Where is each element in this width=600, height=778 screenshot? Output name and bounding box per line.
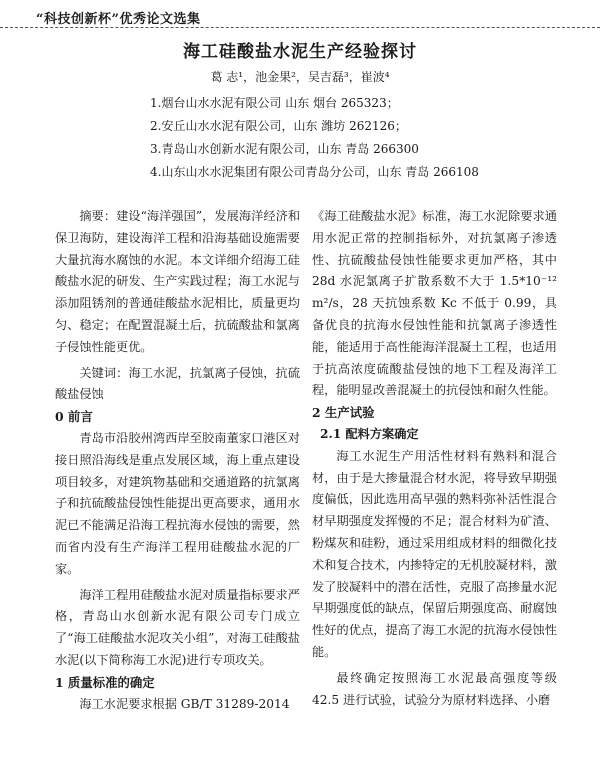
section-heading-quality: 1 质量标准的确定: [55, 674, 155, 690]
production-paragraph-1: 海工水泥生产用活性材料有熟料和混合材，由于是大掺量混合材水泥，将导致早期强度偏低，因此选用高早强的熟料弥补活性混合材早期强度发挥慢的不足；混合材料为矿渣、粉煤灰和硅粉，通过采用组成材料的细微化技术和复合技术，内掺特定的无机胶凝材料，激发了胶凝料中的潜在活性，克服了高掺量水泥早期强度低的缺点，保留后期强度高、耐腐蚀性好的优点，提高了海工水泥的抗海水侵蚀性能。: [312, 448, 557, 659]
quality-paragraph-continued: 《海工硅酸盐水泥》标准，海工水泥除要求通用水泥正常的控制指标外，对抗氯离子渗透性、抗硫酸盐侵蚀性能要求更加严格，其中28d 水泥氯离子扩散系数不大于 1.5*10⁻¹² m²/s，28 天抗蚀系数 Kc 不低于 0.99，具备优良的抗海水侵蚀性能和抗氯离子渗透性能，能适用于高性能海洋混凝土工程，也适用于抗高浓度硫酸盐侵蚀的地下工程及海洋工程，能明显改善混凝土的抗侵蚀和耐久性能。: [312, 209, 557, 398]
abstract-text: 建设“海洋强国”，发展海洋经济和保卫海防，建设海洋工程和沿海基础设施需要大量抗海水腐蚀的水泥。本文详细介绍海工硅酸盐水泥的研发、生产实践过程；海工水泥与添加阻锈剂的普通硅酸盐水泥相比，质量更均匀、稳定；在配置混凝土后，抗硫酸盐和氯离子侵蚀性能更优。: [55, 209, 301, 354]
affiliation-item: 2.安丘山水水泥有限公司，山东 潍坊 262126；: [150, 119, 407, 133]
paper-title: 海工硅酸盐水泥生产经验探讨: [183, 42, 417, 62]
section-heading-production: 2 生产试验: [312, 405, 375, 421]
keywords-paragraph: [55, 363, 300, 407]
subsection-heading-batching: 2.1 配料方案确定: [320, 426, 419, 441]
abstract-paragraph: [55, 206, 300, 359]
header-rule: [0, 27, 600, 28]
intro-paragraph-2: 海洋工程用硅酸盐水泥对质量指标要求严格，青岛山水创新水泥有限公司专门成立了“海工硅酸盐水泥攻关小组”，对海工硅酸盐水泥(以下简称海工水泥)进行专项攻关。: [55, 587, 300, 667]
intro-paragraph-1: 青岛市沿胶州湾西岸至胶南董家口港区对接日照沿海线是重点发展区域，海上重点建设项目较多，对建筑物基础和交通道路的抗氯离子和抗硫酸盐侵蚀性能提出更高要求，通用水泥已不能满足沿海工程抗海水侵蚀的需要，然而省内没有生产海洋工程用硅酸盐水泥的厂家。: [55, 430, 300, 576]
keywords-text: 海工水泥，抗氯离子侵蚀，抗硫酸盐侵蚀: [55, 365, 301, 402]
quality-paragraph-start: 海工水泥要求根据 GB/T 31289-2014: [79, 696, 290, 711]
affiliation-item: 1.烟台山水水泥有限公司 山东 烟台 265323；: [150, 96, 399, 110]
section-heading-intro: 0 前言: [55, 409, 93, 425]
affiliations-list: [150, 92, 479, 184]
affiliation-item: 4.山东山水水泥集团有限公司青岛分公司，山东 青岛 266108: [150, 165, 479, 179]
keywords-label: 关键词：: [79, 365, 129, 380]
right-column: [312, 206, 557, 711]
abstract-label: 摘要：: [79, 209, 117, 223]
running-header: “科技创新杯”优秀论文选集: [36, 12, 201, 27]
production-paragraph-2: 最终确定按照海工水泥最高强度等级 42.5 进行试验，试验分为原材料选择、小磨: [312, 670, 557, 707]
paper-authors: 葛 志¹，池金果²，吴吉磊³，崔波⁴: [210, 70, 390, 84]
left-column: [55, 206, 300, 715]
affiliation-item: 3.青岛山水创新水泥有限公司，山东 青岛 266300: [150, 142, 419, 156]
